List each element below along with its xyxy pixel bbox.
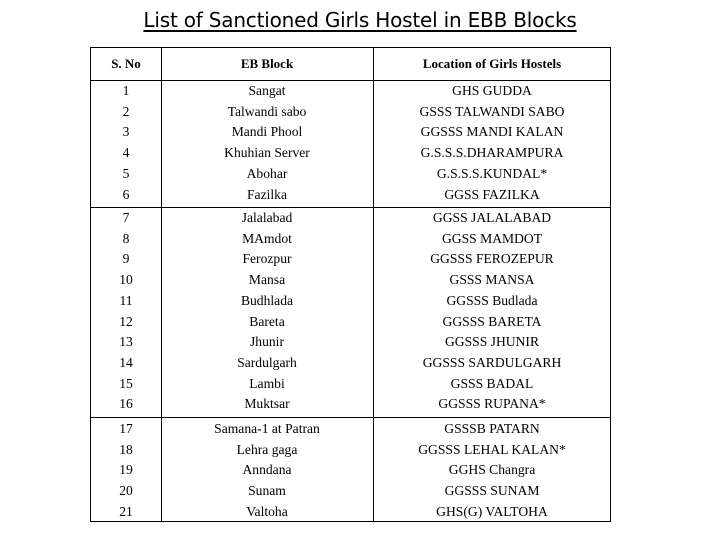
cell-sno: 20 (119, 483, 133, 499)
cell-block: Mandi Phool (231, 124, 303, 140)
cell-location: GGSSS FEROZEPUR (430, 251, 554, 267)
cell-block: Samana-1 at Patran (214, 421, 320, 436)
cell-sno: 19 (119, 462, 133, 478)
cell-block: Muktsar (244, 396, 290, 412)
cell-sno: 15 (119, 375, 133, 391)
cell-block: Mansa (248, 272, 286, 288)
cell-block: MAmdot (242, 230, 292, 246)
header-sno: S. No (111, 56, 141, 71)
cell-sno: 5 (122, 165, 130, 181)
cell-sno: 7 (122, 210, 130, 225)
cell-block: Lambi (249, 375, 285, 391)
cell-block: Anndana (242, 462, 292, 478)
cell-location: GGSSS Budlada (446, 292, 538, 308)
header-location: Location of Girls Hostels (422, 56, 562, 71)
cell-sno: 2 (122, 103, 130, 119)
cell-location: GGSSS RUPANA* (438, 396, 546, 412)
cell-location: GSSSB PATARN (444, 421, 540, 436)
cell-block: Sardulgarh (237, 354, 297, 370)
cell-block: Bareta (249, 313, 285, 329)
cell-block: Abohar (246, 165, 288, 181)
cell-location: GSSS BADAL (450, 375, 534, 391)
cell-block: Sunam (248, 483, 286, 499)
cell-location: GGSSS LEHAL KALAN* (418, 441, 566, 457)
cell-block: Jalalabad (241, 210, 293, 225)
cell-block: Khuhian Server (224, 145, 310, 161)
cell-location: G.S.S.S.DHARAMPURA (420, 145, 564, 161)
row-divider (91, 417, 610, 418)
page-title: List of Sanctioned Girls Hostel in EBB Blocks (143, 8, 577, 32)
cell-location: GGSS JALALABAD (432, 210, 552, 225)
cell-block: Budhlada (240, 292, 294, 308)
cell-sno: 13 (119, 334, 133, 350)
cell-sno: 3 (122, 124, 130, 140)
header-block: EB Block (240, 56, 294, 71)
cell-sno: 12 (119, 313, 133, 329)
cell-sno: 18 (119, 441, 133, 457)
cell-block: Fazilka (246, 186, 287, 202)
cell-location: GGSSS BARETA (442, 313, 542, 329)
cell-sno: 6 (122, 186, 130, 202)
cell-location: GHS GUDDA (452, 83, 532, 98)
cell-sno: 8 (122, 230, 130, 246)
cell-sno: 17 (119, 421, 133, 436)
cell-location: GGSSS MANDI KALAN (420, 124, 564, 140)
cell-location: GGSSS JHUNIR (444, 334, 540, 350)
cell-block: Ferozpur (242, 251, 292, 267)
cell-location: GGSSS SUNAM (444, 483, 540, 499)
cell-sno: 14 (119, 354, 133, 370)
cell-location: GGSSS SARDULGARH (422, 354, 562, 370)
cell-location: GSSS MANSA (449, 272, 535, 288)
cell-sno: 11 (119, 292, 133, 308)
cell-location: GGHS Changra (448, 462, 536, 478)
cell-block: Talwandi sabo (227, 103, 307, 119)
cell-location: GHS(G) VALTOHA (436, 503, 548, 519)
cell-block: Jhunir (250, 334, 284, 350)
cell-sno: 10 (119, 272, 133, 288)
cell-sno: 1 (122, 83, 130, 98)
cell-block: Valtoha (246, 503, 288, 519)
cell-location: GGSS FAZILKA (444, 186, 540, 202)
cell-sno: 4 (122, 145, 130, 161)
cell-sno: 21 (119, 503, 133, 519)
cell-block: Lehra gaga (236, 441, 298, 457)
cell-sno: 16 (119, 396, 133, 412)
cell-location: G.S.S.S.KUNDAL* (436, 165, 548, 181)
cell-sno: 9 (122, 251, 130, 267)
hostel-table (90, 47, 611, 522)
cell-location: GGSS MAMDOT (441, 230, 543, 246)
cell-block: Sangat (248, 83, 286, 98)
cell-location: GSSS TALWANDI SABO (419, 103, 565, 119)
